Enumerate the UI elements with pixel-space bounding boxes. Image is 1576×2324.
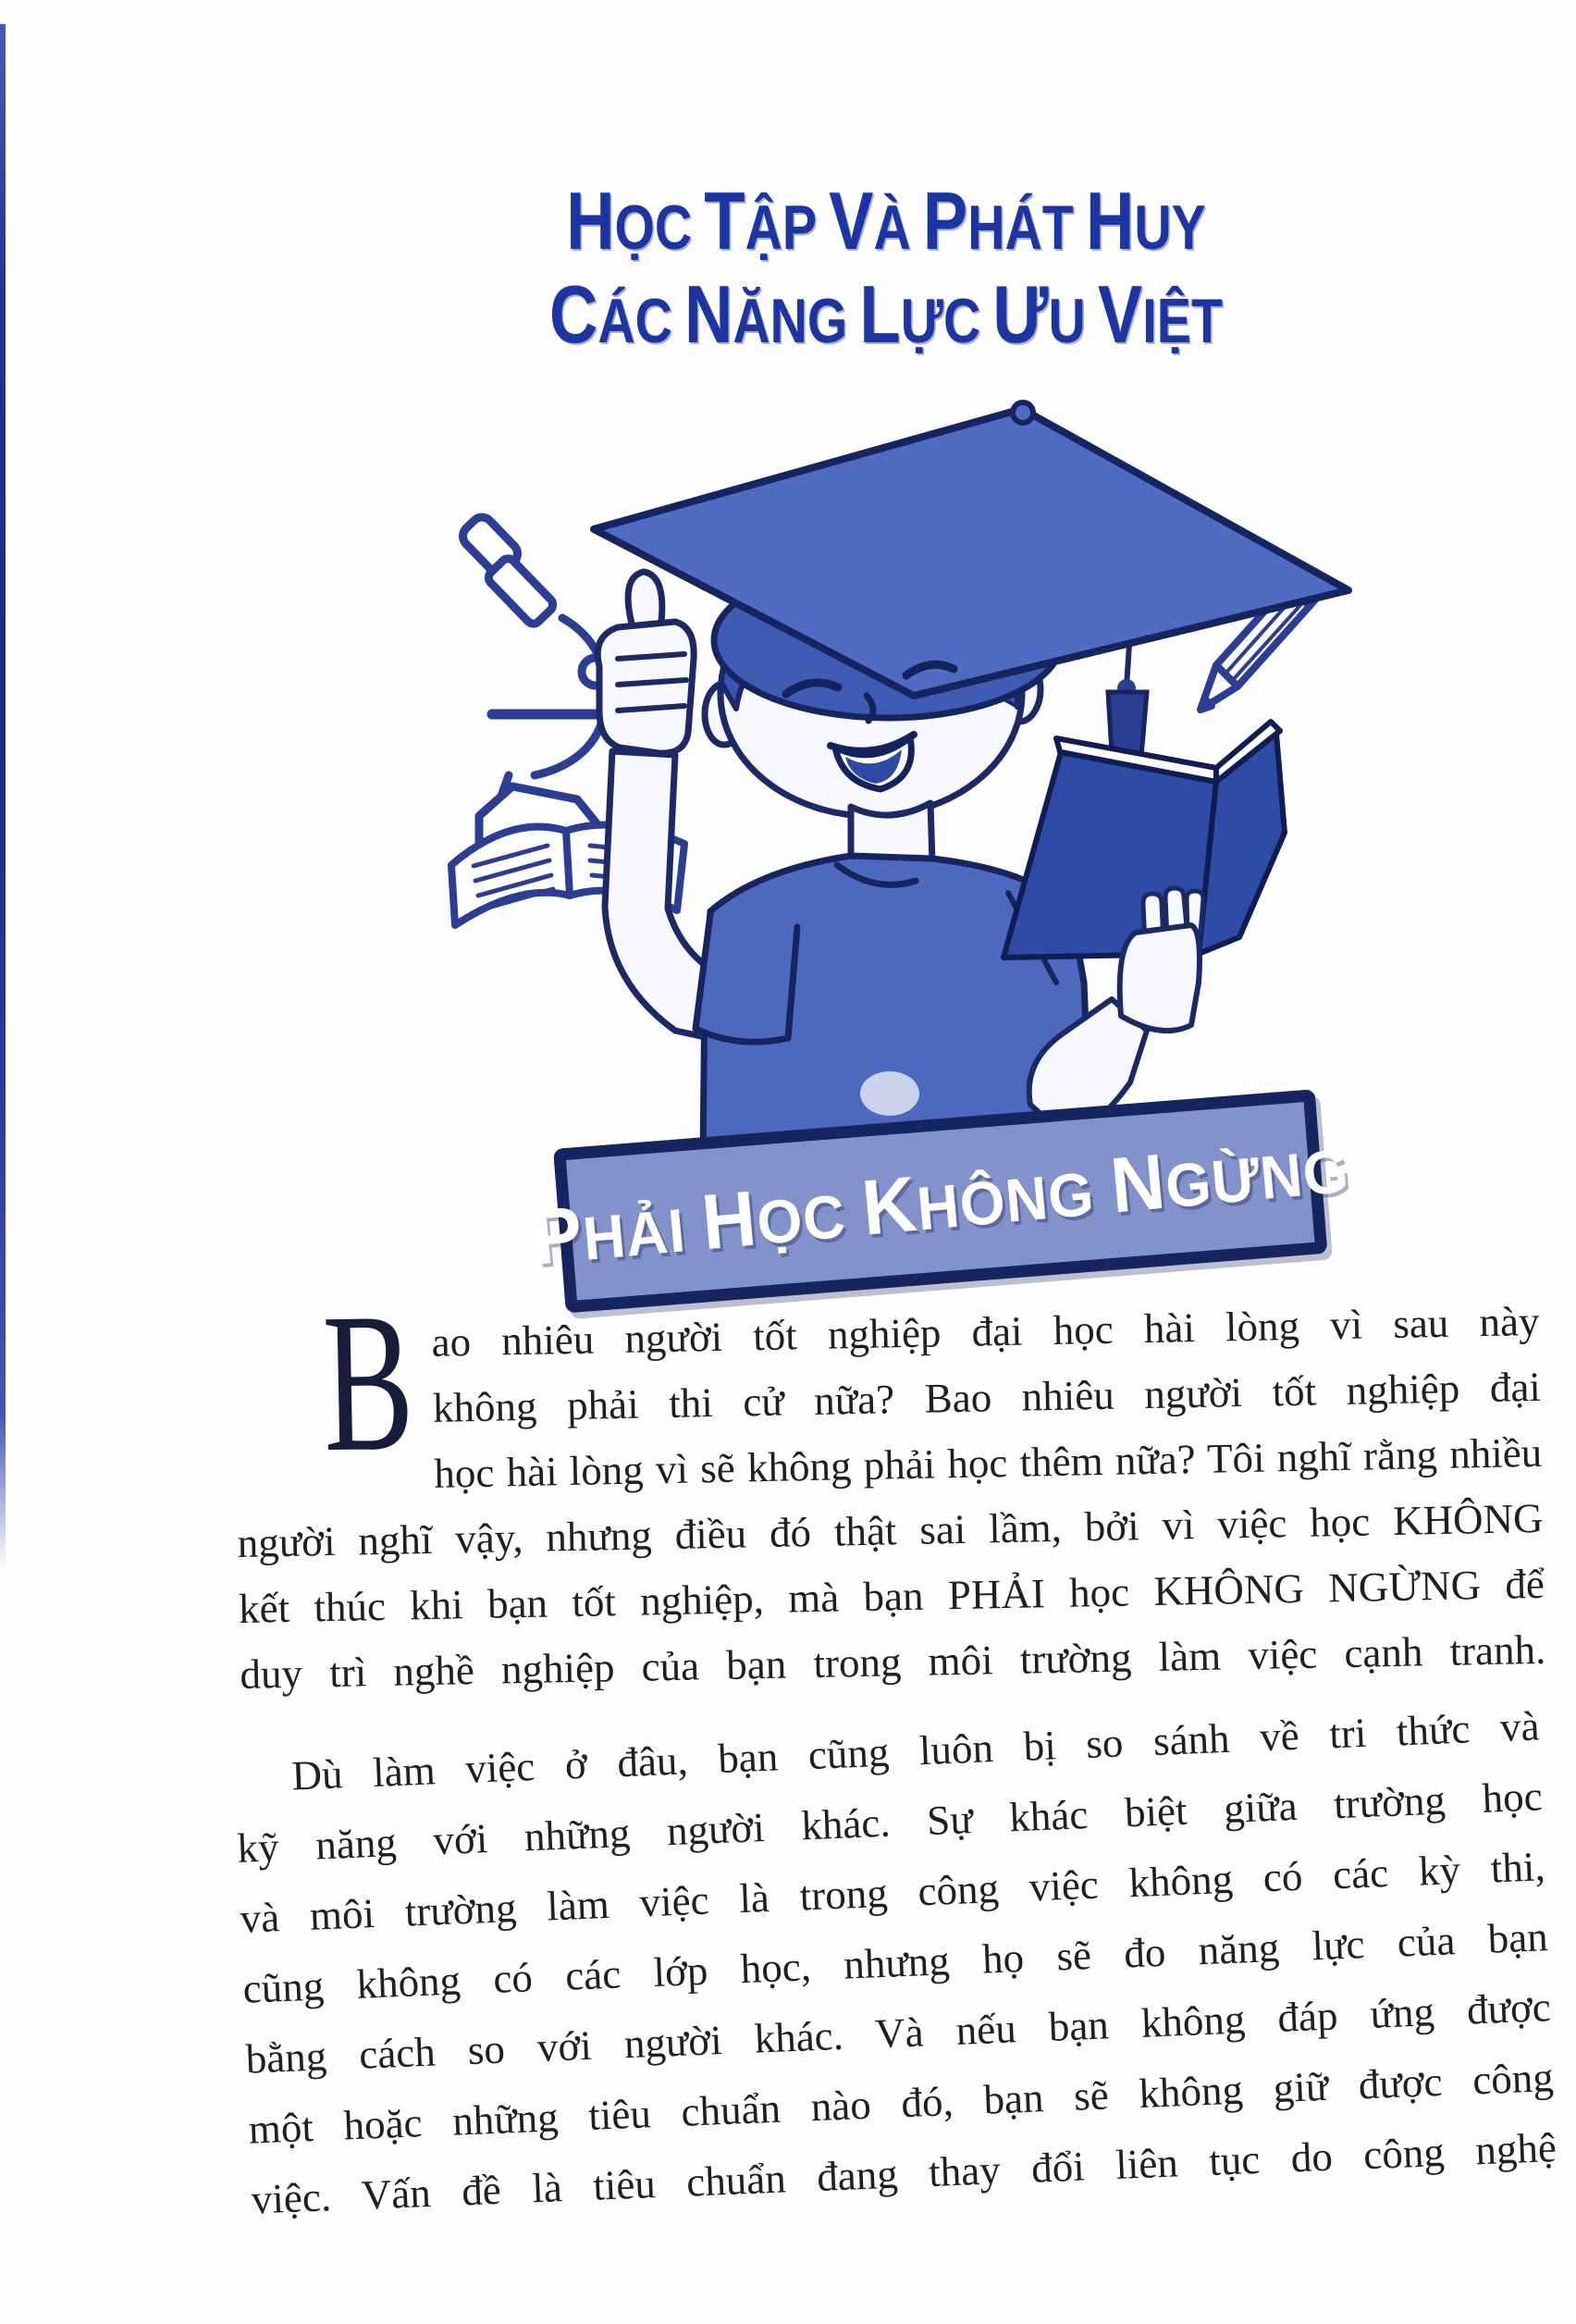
p1-line: người nghĩ vậy, nhưng điều đó thật sai lầm, bởi vì việc học KHÔNG: [237, 1494, 1544, 1566]
p1-line: học hài lòng vì sẽ không phải học thêm nữa? Tôi nghĩ rằng nhiều: [433, 1428, 1543, 1497]
p2-line: Dù làm việc ở đâu, bạn cũng luôn bị so sánh về tri thức và: [290, 1702, 1541, 1799]
scan-edge-line: [0, 24, 6, 1569]
p2-line: việc. Vấn đề là tiêu chuẩn đang thay đổi liên tục do công nghệ: [250, 2123, 1558, 2223]
p1-line: ao nhiêu người tốt nghiệp đại học hài lòng vì sau này: [431, 1297, 1540, 1366]
chapter-title: [233, 175, 1539, 365]
p1-line: duy trì nghề nghiệp của bạn trong môi trường làm việc cạnh tranh.: [240, 1626, 1546, 1698]
banner-label: PHẢI HỌC KHÔNG NGỪNG: [528, 1135, 1352, 1281]
p2-line: bằng cách so với người khác. Và nếu bạn không đáp ứng được: [244, 1984, 1552, 2083]
p2-line: kỹ năng với những người khác. Sự khác biệt giữa trường học: [236, 1773, 1544, 1872]
drop-cap: B: [321, 1270, 416, 1494]
p2-line: cũng không có các lớp học, nhưng họ sẽ đo năng lực của bạn: [241, 1913, 1549, 2012]
p1-line: kết thúc khi bạn tốt nghiệp, mà bạn PHẢI học KHÔNG NGỪNG để: [238, 1560, 1545, 1632]
chest-highlight: [860, 1071, 919, 1116]
p2-line: và môi trường làm việc là trong công việc không có các kỳ thi,: [239, 1843, 1546, 1942]
p2-line: một hoặc những tiêu chuẩn nào đó, bạn sẽ không giữ được công: [247, 2054, 1555, 2153]
paragraph-1: [233, 1270, 1546, 1708]
chapter-title-line-2: CÁC NĂNG LỰC ƯU VIỆT: [549, 268, 1223, 360]
microscope-icon: [459, 513, 609, 853]
body-text: [233, 1270, 1558, 2235]
p1-line: không phải thi cử nữa? Bao nhiêu người tốt nghiệp đại: [432, 1363, 1542, 1431]
paragraph-2: [233, 1690, 1558, 2234]
thumbs-up-hand: [597, 572, 694, 753]
chapter-title-line-1: HỌC TẬP VÀ PHÁT HUY: [566, 175, 1206, 266]
boy-graduate: [594, 402, 1348, 1161]
